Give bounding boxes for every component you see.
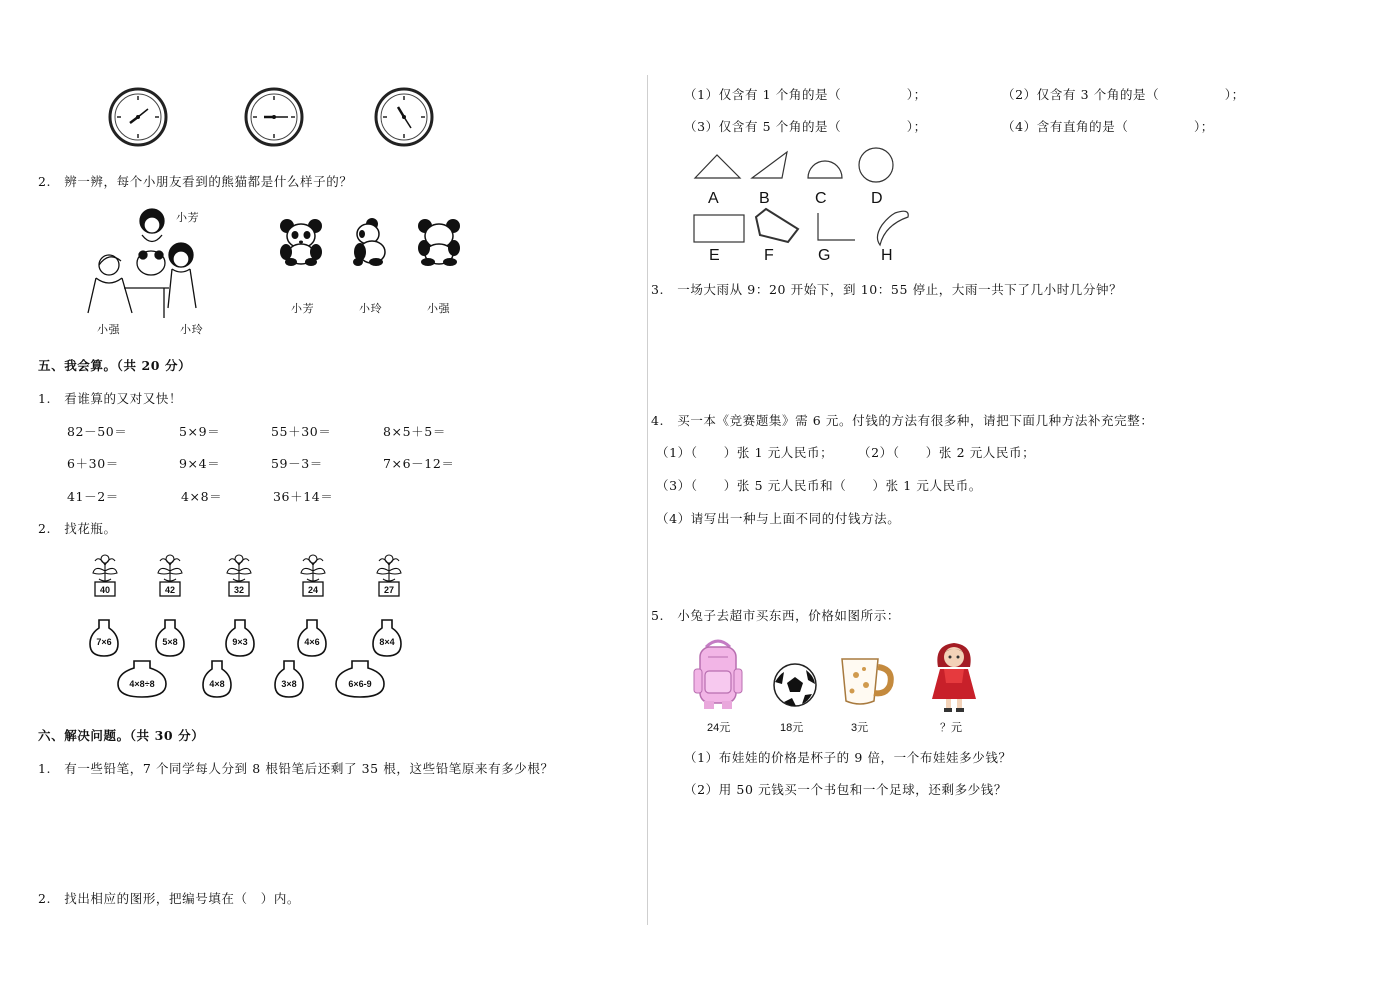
calc-item: 59－3＝ bbox=[271, 456, 323, 471]
shape-e-rectangle bbox=[694, 215, 744, 242]
vase-expression: 6×6-9 bbox=[348, 679, 372, 689]
shape-letter: F bbox=[764, 247, 774, 264]
vase-expression: 7×6 bbox=[96, 637, 112, 647]
payment-part: （4）请写出一种与上面不同的付钱方法。 bbox=[656, 511, 901, 526]
vase-expression: 4×6 bbox=[304, 637, 320, 647]
calc-item: 7×6－12＝ bbox=[383, 456, 455, 471]
question-shapes: 2. 找出相应的图形，把编号填在（ ）内。 bbox=[38, 891, 301, 906]
question-rain: 3. 一场大雨从 9：20 开始下，到 10：55 停止，大雨一共下了几小时几分钟？ bbox=[651, 282, 1123, 297]
payment-part: （1）（ ）张 1 元人民币； bbox=[656, 445, 834, 460]
kid-name-label: 小强 bbox=[97, 323, 121, 336]
payment-part: （3）（ ）张 5 元人民币和（ ）张 1 元人民币。 bbox=[656, 478, 982, 493]
calc-item: 8×5＋5＝ bbox=[383, 424, 446, 439]
payment-part: （2）（ ）张 2 元人民币； bbox=[858, 445, 1036, 460]
shape-h-curve bbox=[877, 211, 908, 245]
pot-number: 40 bbox=[99, 585, 110, 595]
calc-item: 5×9＝ bbox=[179, 424, 221, 439]
calc-item: 82－50＝ bbox=[67, 424, 128, 439]
shape-letter: H bbox=[881, 247, 893, 264]
clock-icon bbox=[108, 87, 168, 147]
panda-label: 小芳 bbox=[291, 302, 315, 315]
shape-letter: G bbox=[818, 247, 831, 264]
kid-name-label: 小芳 bbox=[176, 211, 200, 224]
price-ball: 18元 bbox=[780, 722, 804, 734]
shape-letter: E bbox=[709, 247, 720, 264]
shape-a-triangle bbox=[695, 155, 740, 178]
question-panda: 2. 辨一辨，每个小朋友看到的熊猫都是什么样子的？ bbox=[38, 174, 353, 189]
calc-item: 41－2＝ bbox=[67, 489, 119, 504]
calc-item: 9×4＝ bbox=[179, 456, 221, 471]
shape-letter: D bbox=[871, 190, 883, 207]
question-pencils: 1. 有一些铅笔，7 个同学每人分到 8 根铅笔后还剩了 35 根，这些铅笔原来有多少根？ bbox=[38, 761, 554, 776]
shopping-part: （2）用 50 元钱买一个书包和一个足球，还剩多少钱？ bbox=[684, 782, 1008, 797]
vase-expression: 4×8 bbox=[209, 679, 225, 689]
section-6-title: 六、解决问题。（共 30 分） bbox=[38, 728, 205, 743]
shape-b-triangle bbox=[752, 152, 787, 178]
vase-expression: 5×8 bbox=[162, 637, 178, 647]
question-payment: 4. 买一本《竞赛题集》需 6 元。付钱的方法有很多种，请把下面几种方法补充完整： bbox=[651, 413, 1154, 428]
pot-number: 24 bbox=[307, 585, 318, 595]
column-divider bbox=[647, 75, 648, 925]
panda-label: 小强 bbox=[427, 302, 451, 315]
clock-icon bbox=[244, 87, 304, 147]
calc-item: 36＋14＝ bbox=[273, 489, 334, 504]
calc-item: 55＋30＝ bbox=[271, 424, 332, 439]
shape-g-right-angle bbox=[818, 213, 855, 240]
question-calc: 1. 看谁算的又对又快！ bbox=[38, 391, 183, 406]
question-shopping: 5. 小兔子去超市买东西，价格如图所示： bbox=[651, 608, 900, 623]
section-5-title: 五、我会算。（共 20 分） bbox=[38, 358, 192, 373]
panda-label: 小玲 bbox=[359, 302, 383, 315]
vase-expression: 3×8 bbox=[281, 679, 297, 689]
shape-question-part: （3）仅含有 5 个角的是（ ）； bbox=[684, 119, 927, 134]
backpack-icon bbox=[692, 637, 744, 711]
vase-expression: 8×4 bbox=[379, 637, 395, 647]
kid-name-label: 小玲 bbox=[180, 323, 204, 336]
price-cup: 3元 bbox=[851, 722, 869, 734]
shape-f-pentagon bbox=[756, 209, 798, 242]
shape-question-part: （2）仅含有 3 个角的是（ ）； bbox=[1002, 87, 1245, 102]
clock-icon bbox=[374, 87, 434, 147]
price-backpack: 24元 bbox=[707, 722, 731, 734]
shape-letter: A bbox=[708, 190, 719, 207]
vase-expression: 4×8÷8 bbox=[129, 679, 155, 689]
shopping-part: （1）布娃娃的价格是杯子的 9 倍，一个布娃娃多少钱？ bbox=[684, 750, 1012, 765]
panda-back-icon bbox=[416, 218, 462, 266]
calc-item: 4×8＝ bbox=[181, 489, 223, 504]
giraffe-mug-icon bbox=[836, 655, 896, 707]
shape-question-part: （4）含有直角的是（ ）； bbox=[1002, 119, 1214, 134]
question-vase: 2. 找花瓶。 bbox=[38, 521, 117, 536]
price-doll: ？元 bbox=[940, 722, 962, 734]
vase-expression: 9×3 bbox=[232, 637, 248, 647]
calc-item: 6＋30＝ bbox=[67, 456, 119, 471]
shape-letter: C bbox=[815, 190, 827, 207]
pot-number: 42 bbox=[164, 585, 175, 595]
panda-side-icon bbox=[350, 218, 390, 266]
pot-number: 32 bbox=[233, 585, 244, 595]
shape-c-semicircle bbox=[808, 161, 842, 178]
shape-d-circle bbox=[859, 148, 893, 182]
pot-number: 27 bbox=[383, 585, 394, 595]
shape-letter: B bbox=[759, 190, 770, 207]
panda-front-icon bbox=[278, 218, 324, 266]
doll-icon bbox=[928, 637, 980, 713]
soccer-ball-icon bbox=[772, 662, 818, 708]
shape-question-part: （1）仅含有 1 个角的是（ ）； bbox=[684, 87, 927, 102]
